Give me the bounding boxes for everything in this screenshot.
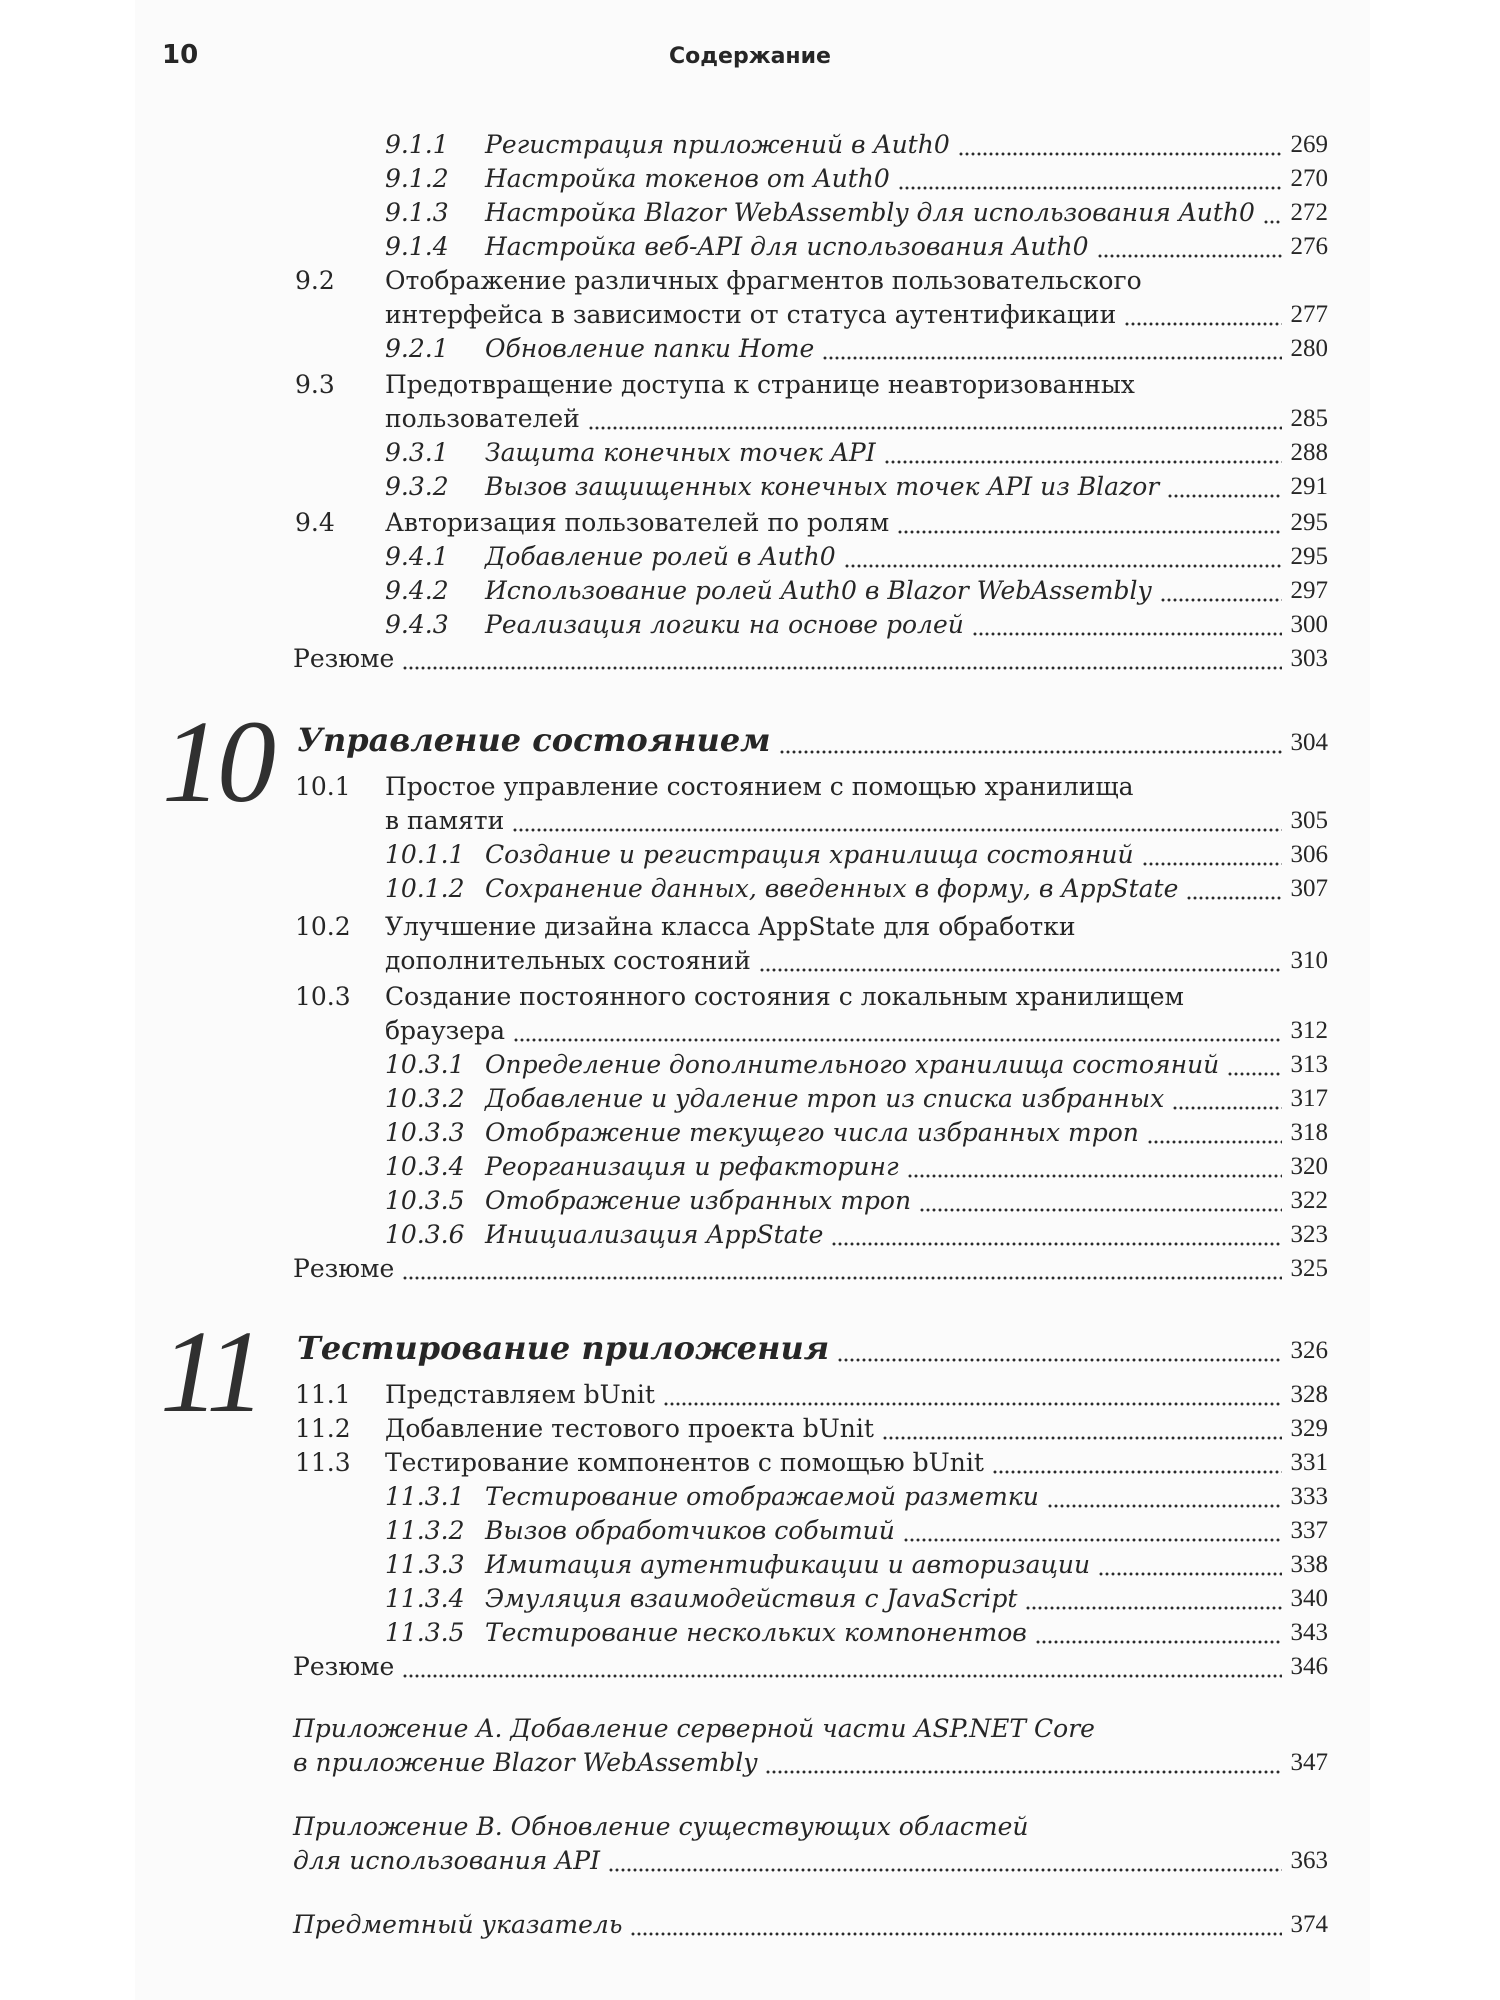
chapter-number-large: 10 bbox=[162, 696, 272, 827]
toc-entry[interactable]: 9.4.1 Добавление ролей в Auth0 295 bbox=[0, 540, 1500, 574]
leader-dots bbox=[608, 1844, 1282, 1878]
toc-entry[interactable]: 9.3.2 Вызов защищенных конечных точек API из Blazor 291 bbox=[0, 470, 1500, 504]
toc-entry[interactable]: 10.3.3 Отображение текущего числа избранных троп 318 bbox=[0, 1116, 1500, 1150]
toc-entry[interactable]: 11.3.3 Имитация аутентификации и авторизации 338 bbox=[0, 1548, 1500, 1582]
leader-dots bbox=[1227, 1048, 1282, 1082]
toc-entry[interactable]: 9.4.2 Использование ролей Auth0 в Blazor WebAssembly 297 bbox=[0, 574, 1500, 608]
running-header: Содержание bbox=[669, 44, 831, 69]
leader-dots bbox=[1167, 470, 1282, 504]
toc-entry[interactable]: 11.3.5 Тестирование нескольких компонентов 343 bbox=[0, 1616, 1500, 1650]
toc-entry[interactable]: 9.4 Авторизация пользователей по ролям 295 bbox=[0, 506, 1500, 540]
toc-entry[interactable]: 10.2 Улучшение дизайна класса AppState для обработки bbox=[295, 912, 1076, 941]
leader-dots bbox=[1147, 1116, 1282, 1150]
toc-entry[interactable]: 11.3 Тестирование компонентов с помощью bUnit 331 bbox=[0, 1446, 1500, 1480]
leader-dots bbox=[903, 1514, 1282, 1548]
leader-dots bbox=[1172, 1082, 1282, 1116]
toc-entry[interactable]: 9.1.3 Настройка Blazor WebAssembly для использования Auth0 272 bbox=[0, 196, 1500, 230]
toc-entry-summary[interactable]: Резюме 346 bbox=[0, 1650, 1500, 1684]
leader-dots bbox=[898, 162, 1282, 196]
leader-dots bbox=[402, 1252, 1282, 1286]
toc-entry-continued[interactable]: интерфейса в зависимости от статуса аутентификации 277 bbox=[0, 298, 1500, 332]
toc-entry[interactable]: 10.1.1 Создание и регистрация хранилища состояний 306 bbox=[0, 838, 1500, 872]
toc-entry[interactable]: 9.3.1 Защита конечных точек API 288 bbox=[0, 436, 1500, 470]
leader-dots bbox=[1186, 872, 1282, 906]
toc-entry[interactable]: 11.3.1 Тестирование отображаемой разметки 333 bbox=[0, 1480, 1500, 1514]
toc-appendix-continued[interactable]: в приложение Blazor WebAssembly 347 bbox=[0, 1746, 1500, 1780]
toc-entry-continued[interactable]: в памяти 305 bbox=[0, 804, 1500, 838]
leader-dots bbox=[882, 1412, 1282, 1446]
toc-appendix-continued[interactable]: для использования API 363 bbox=[0, 1844, 1500, 1878]
leader-dots bbox=[402, 1650, 1282, 1684]
toc-entry-continued[interactable]: дополнительных состояний 310 bbox=[0, 944, 1500, 978]
toc-entry-summary[interactable]: Резюме 303 bbox=[0, 642, 1500, 676]
page-number: 10 bbox=[162, 40, 199, 70]
toc-entry[interactable]: 11.2 Добавление тестового проекта bUnit 329 bbox=[0, 1412, 1500, 1446]
leader-dots bbox=[884, 436, 1282, 470]
leader-dots bbox=[512, 804, 1282, 838]
leader-dots bbox=[1142, 838, 1282, 872]
leader-dots bbox=[765, 1746, 1282, 1780]
leader-dots bbox=[1160, 574, 1282, 608]
leader-dots bbox=[958, 128, 1282, 162]
toc-entry[interactable]: 10.1.2 Сохранение данных, введенных в форму, в AppState 307 bbox=[0, 872, 1500, 906]
toc-entry[interactable]: 11.1 Представляем bUnit 328 bbox=[0, 1378, 1500, 1412]
leader-dots bbox=[992, 1446, 1282, 1480]
toc-entry[interactable]: 9.4.3 Реализация логики на основе ролей 300 bbox=[0, 608, 1500, 642]
leader-dots bbox=[844, 540, 1282, 574]
leader-dots bbox=[907, 1150, 1282, 1184]
toc-appendix[interactable]: Приложение A. Добавление серверной части ASP.NET Core bbox=[293, 1714, 1095, 1743]
leader-dots bbox=[837, 1334, 1282, 1368]
toc-entry[interactable]: 9.1.1 Регистрация приложений в Auth0 269 bbox=[0, 128, 1500, 162]
leader-dots bbox=[1124, 298, 1282, 332]
leader-dots bbox=[972, 608, 1282, 642]
chapter-number-large: 11 bbox=[160, 1306, 262, 1437]
toc-entry[interactable]: 10.3 Создание постоянного состояния с локальным хранилищем bbox=[295, 982, 1184, 1011]
toc-entry[interactable]: 10.3.4 Реорганизация и рефакторинг 320 bbox=[0, 1150, 1500, 1184]
toc-entry[interactable]: 9.3 Предотвращение доступа к странице неавторизованных bbox=[295, 370, 1135, 399]
leader-dots bbox=[588, 402, 1282, 436]
leader-dots bbox=[1097, 230, 1282, 264]
leader-dots bbox=[513, 1014, 1282, 1048]
toc-entry[interactable]: 9.2.1 Обновление папки Home 280 bbox=[0, 332, 1500, 366]
toc-entry[interactable]: 11.3.4 Эмуляция взаимодействия с JavaScript 340 bbox=[0, 1582, 1500, 1616]
toc-entry-continued[interactable]: пользователей 285 bbox=[0, 402, 1500, 436]
leader-dots bbox=[1025, 1582, 1282, 1616]
toc-entry[interactable]: 10.3.2 Добавление и удаление троп из списка избранных 317 bbox=[0, 1082, 1500, 1116]
leader-dots bbox=[1047, 1480, 1282, 1514]
leader-dots bbox=[402, 642, 1282, 676]
leader-dots bbox=[822, 332, 1282, 366]
toc-entry[interactable]: 11.3.2 Вызов обработчиков событий 337 bbox=[0, 1514, 1500, 1548]
leader-dots bbox=[630, 1908, 1282, 1942]
leader-dots bbox=[779, 726, 1282, 760]
toc-chapter[interactable]: Управление состоянием 304 bbox=[297, 721, 1328, 759]
toc-chapter[interactable]: Тестирование приложения 326 bbox=[297, 1329, 1328, 1367]
toc-appendix[interactable]: Приложение B. Обновление существующих областей bbox=[293, 1812, 1029, 1841]
toc-entry[interactable]: 9.1.2 Настройка токенов от Auth0 270 bbox=[0, 162, 1500, 196]
leader-dots bbox=[1098, 1548, 1282, 1582]
leader-dots bbox=[759, 944, 1282, 978]
leader-dots bbox=[1263, 196, 1282, 230]
toc-entry[interactable]: 9.2 Отображение различных фрагментов пользовательского bbox=[295, 266, 1142, 295]
toc-entry[interactable]: 9.1.4 Настройка веб-API для использования Auth0 276 bbox=[0, 230, 1500, 264]
toc-entry[interactable]: 10.3.6 Инициализация AppState 323 bbox=[0, 1218, 1500, 1252]
leader-dots bbox=[663, 1378, 1282, 1412]
toc-entry[interactable]: 10.3.5 Отображение избранных троп 322 bbox=[0, 1184, 1500, 1218]
toc-entry-summary[interactable]: Резюме 325 bbox=[0, 1252, 1500, 1286]
leader-dots bbox=[919, 1184, 1282, 1218]
leader-dots bbox=[831, 1218, 1282, 1252]
toc-entry[interactable]: 10.1 Простое управление состоянием с помощью хранилища bbox=[295, 772, 1134, 801]
toc-entry-continued[interactable]: браузера 312 bbox=[0, 1014, 1500, 1048]
leader-dots bbox=[1035, 1616, 1282, 1650]
leader-dots bbox=[897, 506, 1282, 540]
toc-entry[interactable]: 10.3.1 Определение дополнительного хранилища состояний 313 bbox=[0, 1048, 1500, 1082]
toc-index[interactable]: Предметный указатель 374 bbox=[0, 1908, 1500, 1942]
